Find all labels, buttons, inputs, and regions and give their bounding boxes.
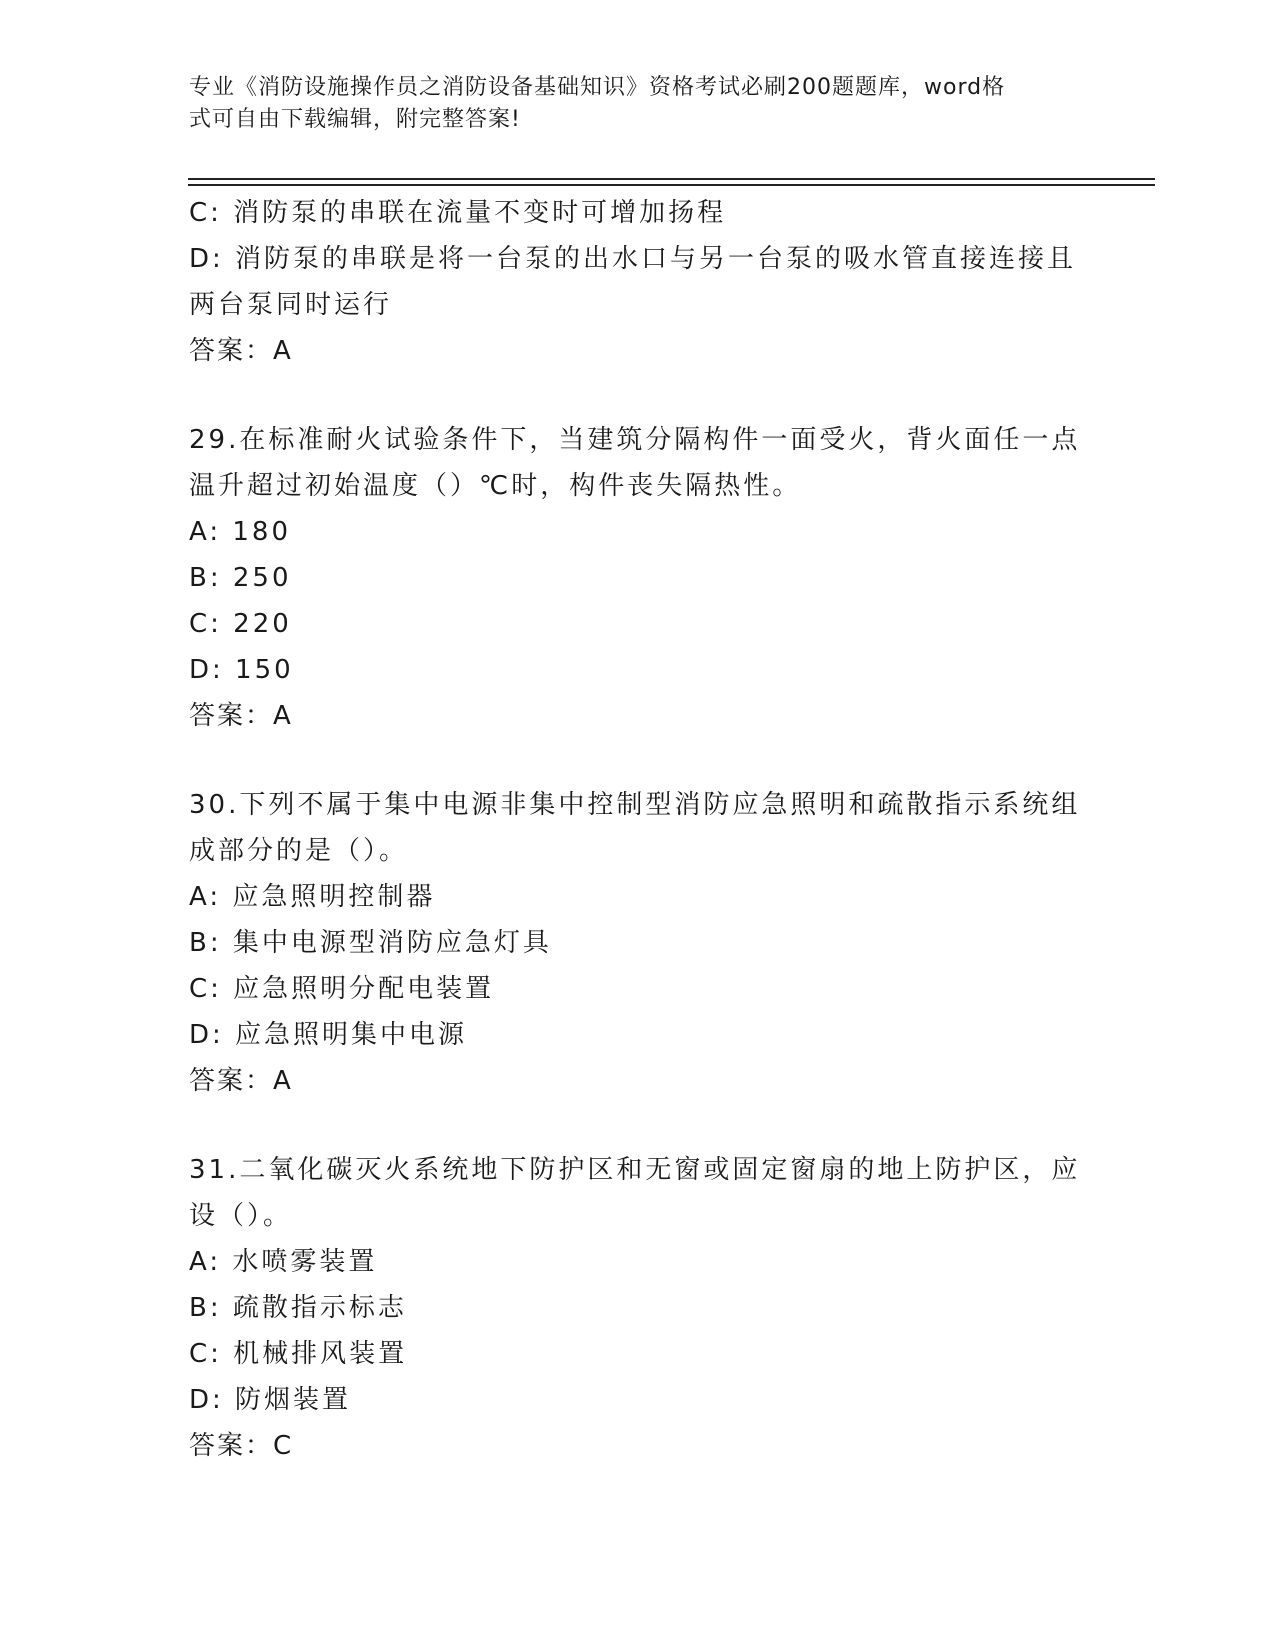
option-b: B: 集中电源型消防应急灯具	[189, 928, 552, 958]
question-stem: 30.下列不属于集中电源非集中控制型消防应急照明和疏散指示系统组	[189, 790, 1081, 820]
option-a: A: 180	[189, 517, 291, 547]
option-d: D: 150	[189, 655, 294, 685]
answer: 答案：A	[189, 701, 293, 731]
option-c: C: 应急照明分配电装置	[189, 974, 495, 1004]
answer: 答案：C	[189, 1431, 294, 1461]
document-header	[189, 72, 1089, 136]
option-b: B: 疏散指示标志	[189, 1293, 407, 1323]
question-30	[189, 782, 1089, 1104]
spacer	[189, 1104, 1089, 1147]
option-d: D: 防烟装置	[189, 1385, 352, 1415]
option-a: A: 水喷雾装置	[189, 1247, 378, 1277]
question-29	[189, 417, 1089, 739]
option-d-continued: 两台泵同时运行	[189, 290, 393, 320]
question-stem: 31.二氧化碳灭火系统地下防护区和无窗或固定窗扇的地上防护区，应	[189, 1155, 1081, 1185]
question-stem-continued: 设（）。	[189, 1201, 293, 1231]
spacer	[189, 374, 1089, 417]
header-line-2: 式可自由下载编辑，附完整答案!	[189, 107, 521, 132]
question-31	[189, 1147, 1089, 1469]
option-c: C: 机械排风装置	[189, 1339, 408, 1369]
question-list	[189, 190, 1089, 1469]
answer: 答案：A	[189, 336, 293, 366]
option-b: B: 250	[189, 563, 292, 593]
option-a: A: 应急照明控制器	[189, 882, 436, 912]
option-d: D: 消防泵的串联是将一台泵的出水口与另一台泵的吸水管直接连接且	[189, 244, 1077, 274]
previous-question-tail	[189, 190, 1089, 374]
question-stem-continued: 温升超过初始温度（）℃时，构件丧失隔热性。	[189, 471, 802, 501]
spacer	[189, 739, 1089, 782]
header-divider-bottom	[188, 184, 1155, 186]
answer: 答案：A	[189, 1066, 293, 1096]
header-divider-top	[188, 178, 1155, 180]
header-line-1: 专业《消防设施操作员之消防设备基础知识》资格考试必刷200题题库，word格	[189, 75, 1006, 100]
question-stem-continued: 成部分的是（）。	[189, 836, 409, 866]
option-c: C: 消防泵的串联在流量不变时可增加扬程	[189, 198, 727, 228]
option-d: D: 应急照明集中电源	[189, 1020, 468, 1050]
question-stem: 29.在标准耐火试验条件下，当建筑分隔构件一面受火，背火面任一点	[189, 425, 1081, 455]
option-c: C: 220	[189, 609, 292, 639]
